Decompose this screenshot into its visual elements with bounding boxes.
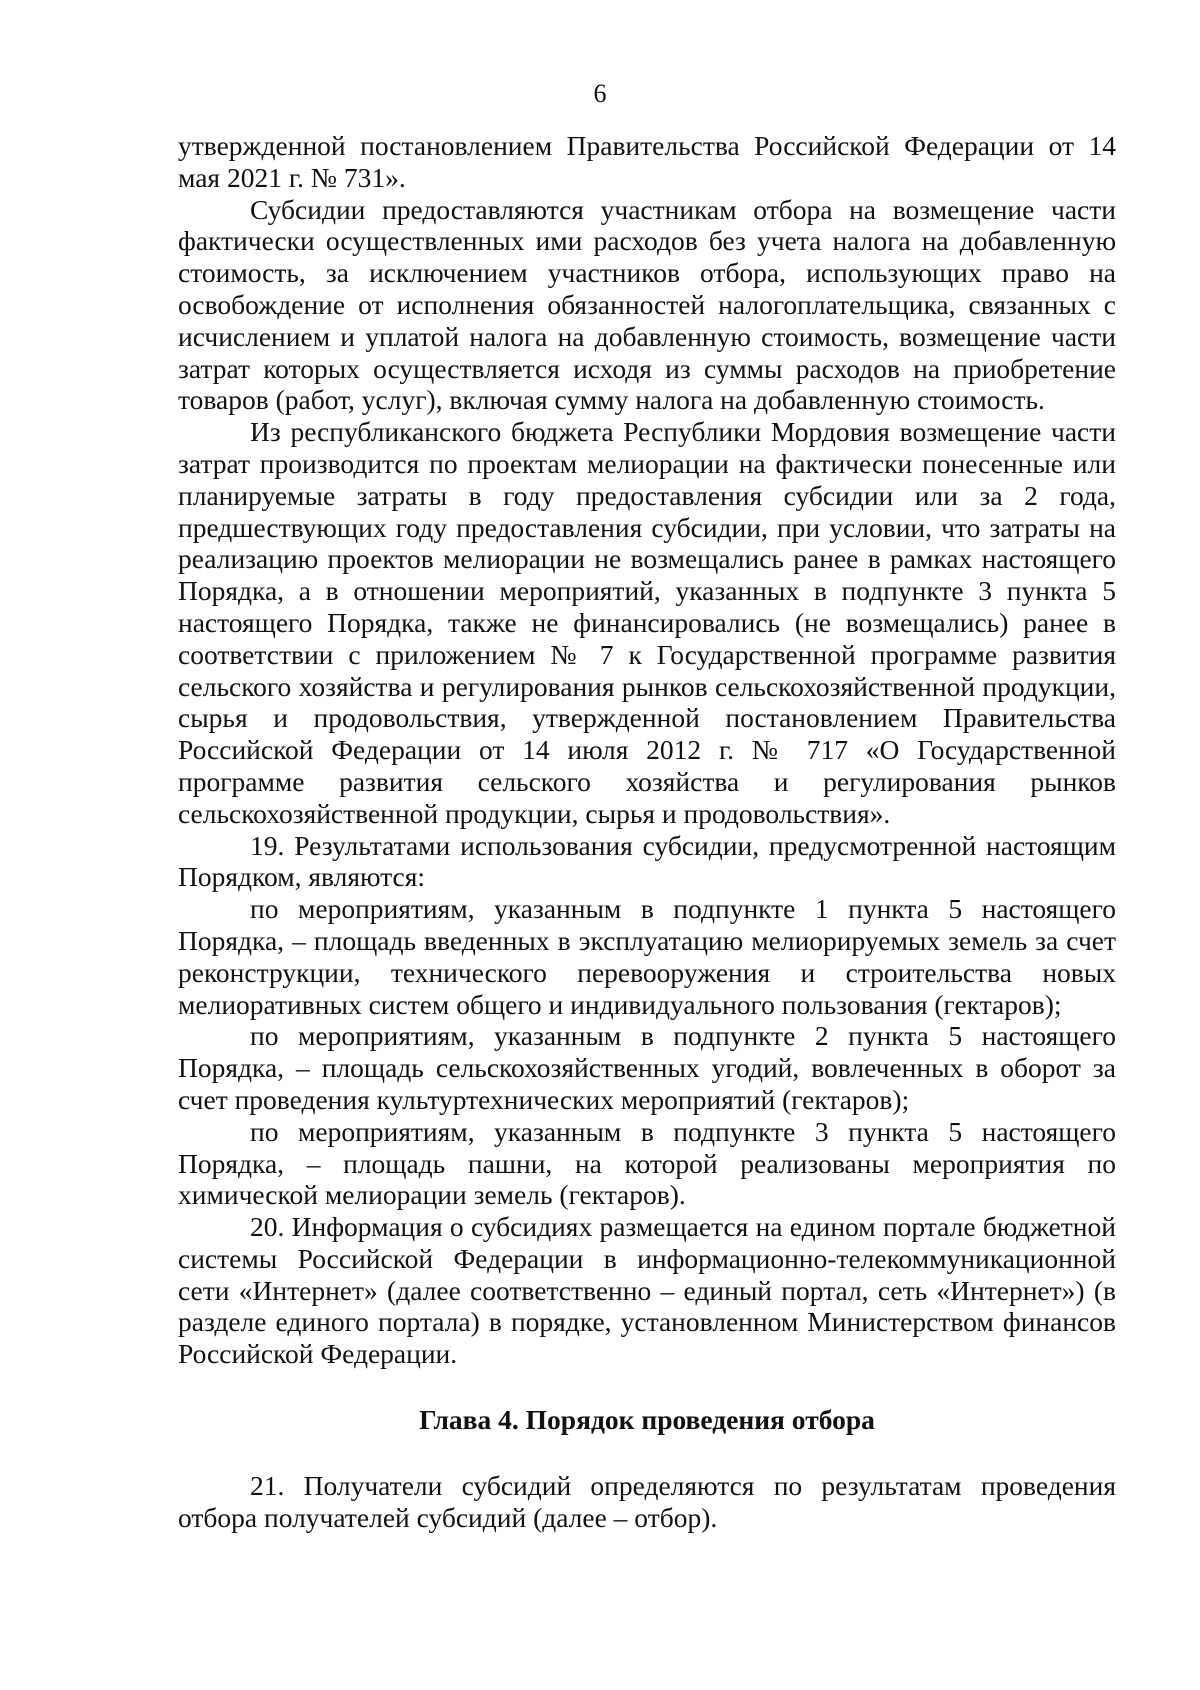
chapter-heading: Глава 4. Порядок проведения отбора <box>419 1404 875 1436</box>
paragraph-item-21: 21. Получатели субсидий определяются по результатам проведения отбора получателей субсидий (далее – отбор). <box>178 1469 1116 1533</box>
paragraph-result-subitem-2: по мероприятиям, указанным в подпункте 2 пункта 5 настоящего Порядка, – площадь сельскохозяйственных угодий, вовлеченных в оборот за счет проведения культуртехнических мероприятий (гектаров); <box>178 1020 1116 1115</box>
document-body <box>178 130 1116 1533</box>
paragraph-result-subitem-1: по мероприятиям, указанным в подпункте 1 пункта 5 настоящего Порядка, – площадь введенных в эксплуатацию мелиорируемых земель за счет реконструкции, технического перевооружения и строительства новых мелиоративных систем общего и индивидуального пользования (гектаров); <box>178 893 1116 1020</box>
paragraph-item-20: 20. Информация о субсидиях размещается на едином портале бюджетной системы Российской Федерации в информационно-телекоммуникационной сети «Интернет» (далее соответственно – единый портал, сеть «Интернет») (в разделе единого портала) в порядке, установленном Министерством финансов Российской Федерации. <box>178 1211 1116 1370</box>
page-number: 6 <box>593 79 607 108</box>
paragraph-republic-budget: Из республиканского бюджета Республики Мордовия возмещение части затрат производится по проектам мелиорации на фактически понесенные или планируемые затраты в году предоставления субсидии или за 2 года, предшествующих году предоставления субсидии, при условии, что затраты на реализацию проектов мелиорации не возмещались ранее в рамках настоящего Порядка, а в отношении мероприятий, указанных в подпункте 3 пункта 5 настоящего Порядка, также не финансировались (не возмещались) ранее в соответствии с приложением № 7 к Государственной программе развития сельского хозяйства и регулирования рынков сельскохозяйственной продукции, сырья и продовольствия, утвержденной постановлением Правительства Российской Федерации от 14 июля 2012 г. № 717 «О Государственной программе развития сельского хозяйства и регулирования рынков сельскохозяйственной продукции, сырья и продовольствия». <box>178 416 1116 829</box>
paragraph-continuation: утвержденной постановлением Правительства Российской Федерации от 14 мая 2021 г. № 731». <box>178 130 1116 193</box>
paragraph-result-subitem-3: по мероприятиям, указанным в подпункте 3 пункта 5 настоящего Порядка, – площадь пашни, на которой реализованы мероприятия по химической мелиорации земель (гектаров). <box>178 1115 1116 1211</box>
paragraph-item-19: 19. Результатами использования субсидии, предусмотренной настоящим Порядком, являются: <box>178 829 1116 893</box>
paragraph-subsidy-purpose: Субсидии предоставляются участникам отбора на возмещение части фактически осуществленных ими расходов без учета налога на добавленную стоимость, за исключением участников отбора, использующих право на освобождение от исполнения обязанностей налогоплательщика, связанных с исчислением и уплатой налога на добавленную стоимость, возмещение части затрат которых осуществляется исходя из суммы расходов на приобретение товаров (работ, услуг), включая сумму налога на добавленную стоимость. <box>178 193 1116 416</box>
